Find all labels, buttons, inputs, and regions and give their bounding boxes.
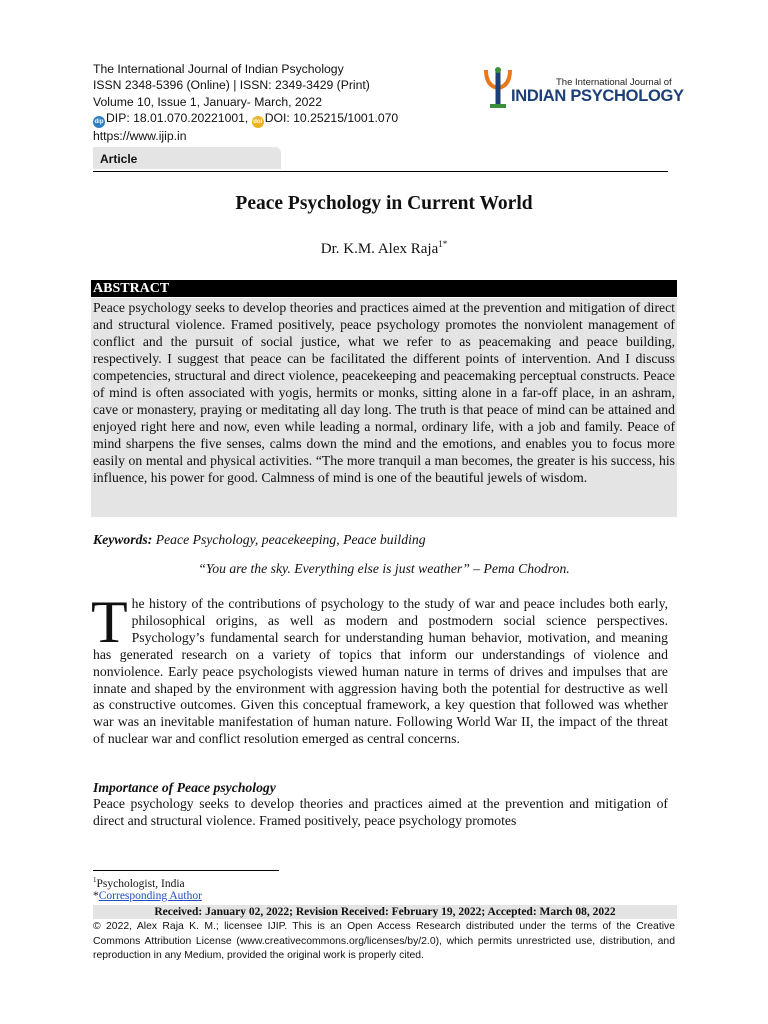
article-label: Article — [100, 152, 138, 166]
author-marker: 1* — [438, 239, 448, 249]
footnote-corresponding — [93, 890, 202, 902]
journal-url[interactable]: https://www.ijip.in — [93, 129, 187, 144]
corresponding-marker: * — [93, 890, 99, 902]
journal-logo — [483, 66, 684, 110]
corresponding-author-link[interactable]: Corresponding Author — [98, 890, 202, 902]
author-name: Dr. K.M. Alex Raja — [320, 241, 439, 257]
intro-text: he history of the contributions of psychology to the study of war and peace includes both early, philosophical origins, as well as modern and postmodern social science perspectives. Psychology’s fundamental search for understanding human behavior, motivation, and meaning has generated research on a variety of topics that inform our understandings of violence and nonviolence. Early peace psychologists viewed human nature in terms of drives and impulses that are innate and shaped by the environment with aggression having both the potential for destructive as well as constructive outcomes. Given this conceptual framework, a key question that followed was whether war was an inevitable manifestation of human nature. Following World War II, the impact of the threat of nuclear war and conflict resolution emerged as central concerns. — [93, 596, 668, 747]
logo-main-text: INDIAN PSYCHOLOGY — [511, 87, 684, 105]
abstract-body: Peace psychology seeks to develop theories and practices aimed at the prevention and mitigation of direct and structural violence. Framed positively, peace psychology promotes the nonviolent management of conflict and the pursuit of social justice, what we refer to as peacemaking and peace building, respectively. I suggest that peace can be facilitated the different points of intervention. And I discuss competencies, structural and direct violence, peacekeeping and peacemaking perceptual constructs. Peace of mind is often associated with yogis, hermits or monks, sitting alone in a far-off place, in an ashram, cave or monastery, praying or meditating all day long. The truth is that peace of mind can be attained and enjoyed right here and now, even while leading a normal, ordinary life, with a job and family. Peace of mind sharpens the five senses, calms down the mind and the emotions, and enables you to focus more easily on mental and physical activities. “The more tranquil a man becomes, the greater is his success, his influence, his power for good. Calmness of mind is one of the beautiful jewels of wisdom. — [91, 298, 677, 517]
keywords-text: Peace Psychology, peacekeeping, Peace building — [155, 532, 426, 547]
abstract-heading: ABSTRACT — [91, 280, 677, 297]
header-rule — [93, 171, 668, 172]
keywords-label: Keywords: — [93, 532, 153, 547]
journal-name: The International Journal of Indian Psychology — [93, 62, 344, 76]
affiliation-marker: 1 — [93, 876, 97, 884]
doi-icon: doi — [252, 116, 264, 128]
volume-line: Volume 10, Issue 1, January- March, 2022 — [93, 94, 322, 109]
dip-text: DIP: 18.01.070.20221001, — [106, 111, 249, 126]
journal-header — [93, 61, 398, 145]
keywords — [93, 532, 426, 548]
drop-cap: T — [91, 589, 128, 655]
license-text: © 2022, Alex Raja K. M.; licensee IJIP. This is an Open Access Research distributed under the terms of the Creative Commons Attribution License (www.creativecommons.org/licenses/by/2.0), which permits unrestricted use, distribution, and reproduction in any Medium, provided the original work is properly cited. — [93, 921, 675, 962]
footnote-affiliation — [93, 876, 185, 890]
section-paragraph: Peace psychology seeks to develop theories and practices aimed at the prevention and mitigation of direct and structural violence. Framed positively, peace psychology promotes — [93, 796, 668, 828]
issn-line: ISSN 2348-5396 (Online) | ISSN: 2349-3429 (Print) — [93, 78, 370, 93]
paper-title: Peace Psychology in Current World — [235, 193, 533, 214]
intro-paragraph — [91, 589, 668, 748]
psi-logo-icon — [483, 66, 513, 110]
epigraph-quote: “You are the sky. Everything else is just weather” – Pema Chodron. — [198, 561, 570, 576]
dip-icon: dip — [93, 116, 105, 128]
affiliation-text: Psychologist, India — [96, 877, 185, 890]
footnote-rule — [93, 870, 279, 871]
doi-text[interactable]: DOI: 10.25215/1001.070 — [264, 111, 399, 126]
section-heading: Importance of Peace psychology — [93, 780, 276, 795]
author-line — [0, 239, 768, 258]
received-dates: Received: January 02, 2022; Revision Received: February 19, 2022; Accepted: March 08, 2022 — [93, 905, 677, 919]
logo-top-text: The International Journal of — [556, 77, 672, 88]
doi-line — [93, 110, 398, 128]
article-type-tab — [93, 147, 281, 169]
